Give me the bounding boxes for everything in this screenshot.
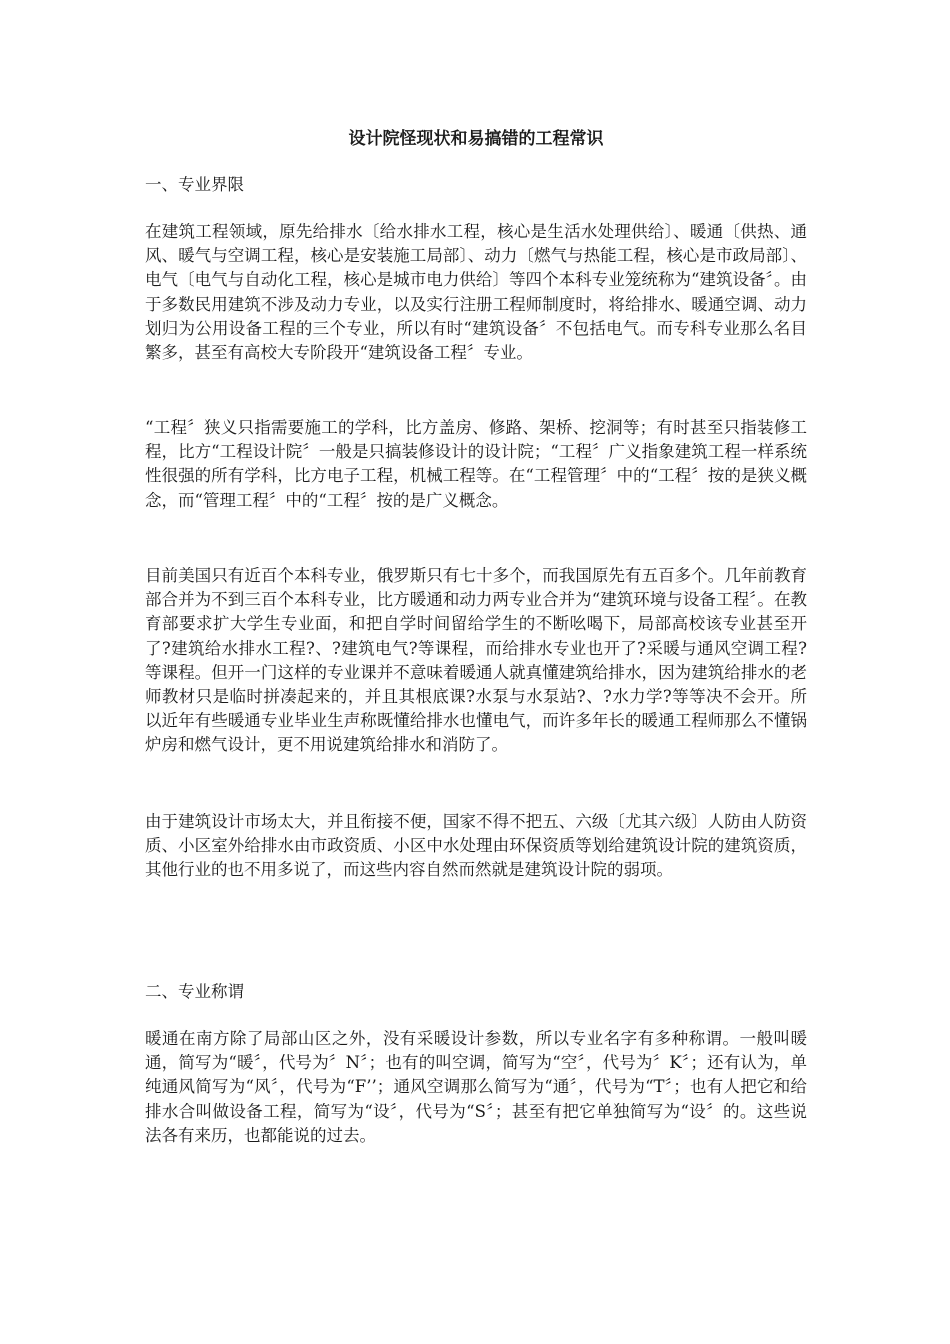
paragraph: 由于建筑设计市场太大，并且衔接不便，国家不得不把五、六级〔尤其六级〕人防由人防资质、小区室外给排水由市政资质、小区中水处理由环保资质等划给建筑设计院的建筑资质，其他行业的也不用多说了，而这些内容自然而然就是建筑设计院的弱项。 [145,812,807,880]
section-heading-professional-boundaries: 一、专业界限 [145,175,244,194]
section-heading-professional-titles: 二、专业称谓 [145,982,244,1001]
document-title: 设计院怪现状和易搞错的工程常识 [348,129,604,149]
paragraph: 在建筑工程领域，原先给排水〔给水排水工程，核心是生活水处理供给〕、暖通〔供热、通风、暖气与空调工程，核心是安装施工局部〕、动力〔燃气与热能工程，核心是市政局部〕、电气〔电气与自动化工程，核心是城市电力供给〕等四个本科专业笼统称为“建筑设备〞。由于多数民用建筑不涉及动力专业，以及实行注册工程师制度时，将给排水、暖通空调、动力划归为公用设备工程的三个专业，所以有时“建筑设备〞不包括电气。而专科专业那么名目繁多，甚至有高校大专阶段开“建筑设备工程〞专业。 [145,222,807,363]
paragraph: “工程〞狭义只指需要施工的学科，比方盖房、修路、架桥、挖洞等；有时甚至只指装修工程，比方“工程设计院〞一般是只搞装修设计的设计院；“工程〞广义指象建筑工程一样系统性很强的所有学科，比方电子工程，机械工程等。在“工程管理〞中的“工程〞按的是狭义概念，而“管理工程〞中的“工程〞按的是广义概念。 [145,418,807,510]
paragraph: 暖通在南方除了局部山区之外，没有采暖设计参数，所以专业名字有多种称谓。一般叫暖通，简写为“暖〞，代号为〞N〞；也有的叫空调，简写为“空〞，代号为〞K〞；还有认为，单纯通风简写为“风〞，代号为“F’’；通风空调那么简写为“通〞，代号为“T〞；也有人把它和给排水合叫做设备工程，简写为“设〞，代号为“S〞；甚至有把它单独简写为“设〞的。这些说法各有来历，也都能说的过去。 [145,1029,807,1145]
paragraph: 目前美国只有近百个本科专业，俄罗斯只有七十多个，而我国原先有五百多个。几年前教育部合并为不到三百个本科专业，比方暖通和动力两专业合并为“建筑环境与设备工程〞。在教育部要求扩大学生专业面，和把自学时间留给学生的不断吆喝下，局部高校该专业甚至开了?建筑给水排水工程?、?建筑电气?等课程，而给排水专业也开了?采暖与通风空调工程?等课程。但开一门这样的专业课并不意味着暖通人就真懂建筑给排水，因为建筑给排水的老师教材只是临时拼凑起来的，并且其根底课?水泵与水泵站?、?水力学?等等决不会开。所以近年有些暖通专业毕业生声称既懂给排水也懂电气，而许多年长的暖通工程师那么不懂锅炉房和燃气设计，更不用说建筑给排水和消防了。 [145,566,807,755]
